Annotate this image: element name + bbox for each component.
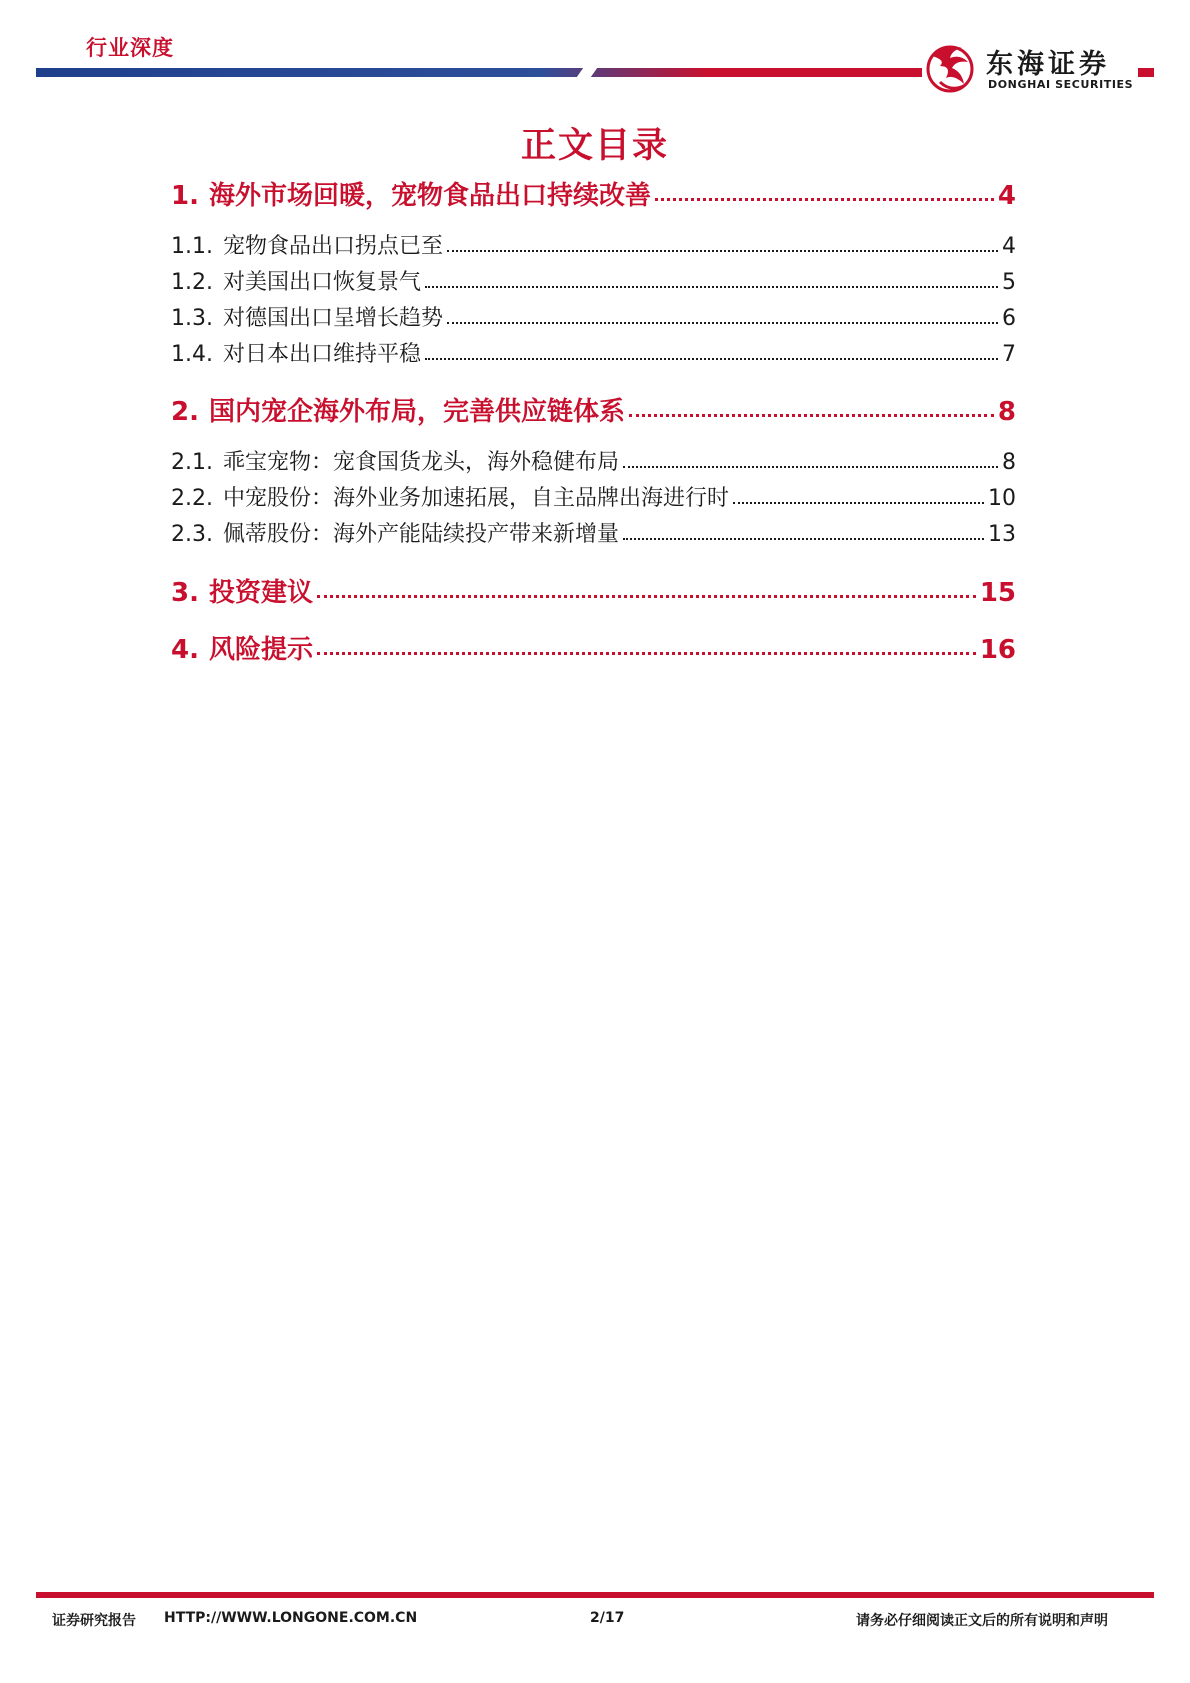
- toc-entry-4[interactable]: [171, 629, 1016, 666]
- toc-entry-text: 国内宠企海外布局，完善供应链体系: [209, 397, 626, 427]
- footer-report-type: 证券研究报告: [52, 1613, 136, 1629]
- toc-entry-number: 2.: [171, 397, 199, 427]
- toc-entry-number: 2.3.: [171, 522, 213, 547]
- toc-entry-1-2[interactable]: [171, 265, 1016, 296]
- toc-entry-number: 1.1.: [171, 234, 213, 259]
- toc-entry-text: 宠物食品出口拐点已至: [223, 234, 444, 259]
- toc-entry-page: 8: [997, 397, 1016, 427]
- toc-entry-text: 佩蒂股份：海外产能陆续投产带来新增量: [223, 522, 620, 547]
- toc-entry-text: 风险提示: [209, 635, 314, 665]
- toc-entry-number: 2.1.: [171, 450, 213, 475]
- toc-entry-1-1[interactable]: [171, 229, 1016, 260]
- toc-entry-2[interactable]: [171, 391, 1016, 428]
- toc-entry-page: 16: [979, 635, 1016, 665]
- toc-dot-leader: [733, 502, 984, 504]
- footer-disclaimer: 请务必仔细阅读正文后的所有说明和声明: [856, 1613, 1108, 1629]
- toc-entry-page: 4: [1002, 234, 1016, 259]
- toc-dot-leader: [447, 250, 998, 252]
- toc-entry-1[interactable]: [171, 175, 1016, 212]
- toc-entry-1-4[interactable]: [171, 337, 1016, 368]
- section-label: 行业深度: [86, 36, 174, 60]
- toc-entry-text: 对美国出口恢复景气: [223, 270, 422, 295]
- toc-entry-page: 10: [988, 486, 1016, 511]
- toc-entry-page: 13: [988, 522, 1016, 547]
- toc-entry-page: 7: [1002, 342, 1016, 367]
- toc-entry-2-1[interactable]: [171, 445, 1016, 476]
- toc-dot-leader: [623, 538, 984, 540]
- toc-entry-number: 1.2.: [171, 270, 213, 295]
- toc-entry-2-3[interactable]: [171, 517, 1016, 548]
- toc-entry-page: 8: [1002, 450, 1016, 475]
- toc-entry-text: 对日本出口维持平稳: [223, 342, 422, 367]
- toc-dot-leader: [655, 198, 994, 201]
- company-logo: [922, 38, 1138, 100]
- toc-entry-text: 对德国出口呈增长趋势: [223, 306, 444, 331]
- toc-entry-number: 2.2.: [171, 486, 213, 511]
- dragon-emblem-icon: [922, 38, 980, 98]
- footer-divider: [36, 1592, 1154, 1598]
- toc-entry-number: 1.4.: [171, 342, 213, 367]
- toc-entry-page: 5: [1002, 270, 1016, 295]
- logo-english-name: DONGHAI SECURITIES: [988, 78, 1134, 91]
- toc-entry-page: 4: [997, 181, 1016, 211]
- toc-title: 正文目录: [520, 126, 669, 166]
- logo-chinese-name: 东海证券: [986, 49, 1110, 80]
- toc-entry-text: 投资建议: [209, 578, 314, 608]
- toc-dot-leader: [629, 414, 994, 417]
- toc-dot-leader: [425, 286, 998, 288]
- toc-dot-leader: [317, 652, 976, 655]
- toc-dot-leader: [425, 358, 998, 360]
- toc-entry-page: 15: [979, 578, 1016, 608]
- toc-entry-2-2[interactable]: [171, 481, 1016, 512]
- toc-entry-number: 3.: [171, 578, 199, 608]
- toc-entry-text: 乖宝宠物：宠食国货龙头，海外稳健布局: [223, 450, 620, 475]
- toc-entry-page: 6: [1002, 306, 1016, 331]
- toc-entry-number: 1.3.: [171, 306, 213, 331]
- toc-dot-leader: [317, 595, 976, 598]
- toc-entry-1-3[interactable]: [171, 301, 1016, 332]
- footer-website-link[interactable]: HTTP://WWW.LONGONE.COM.CN: [164, 1610, 418, 1626]
- toc-dot-leader: [623, 466, 998, 468]
- toc-entry-number: 1.: [171, 181, 199, 211]
- toc-entry-text: 海外市场回暖，宠物食品出口持续改善: [209, 181, 652, 211]
- toc-dot-leader: [447, 322, 998, 324]
- toc-entry-3[interactable]: [171, 572, 1016, 609]
- footer-page-indicator: 2/17: [590, 1610, 625, 1626]
- toc-entry-text: 中宠股份：海外业务加速拓展，自主品牌出海进行时: [223, 486, 730, 511]
- toc-entry-number: 4.: [171, 635, 199, 665]
